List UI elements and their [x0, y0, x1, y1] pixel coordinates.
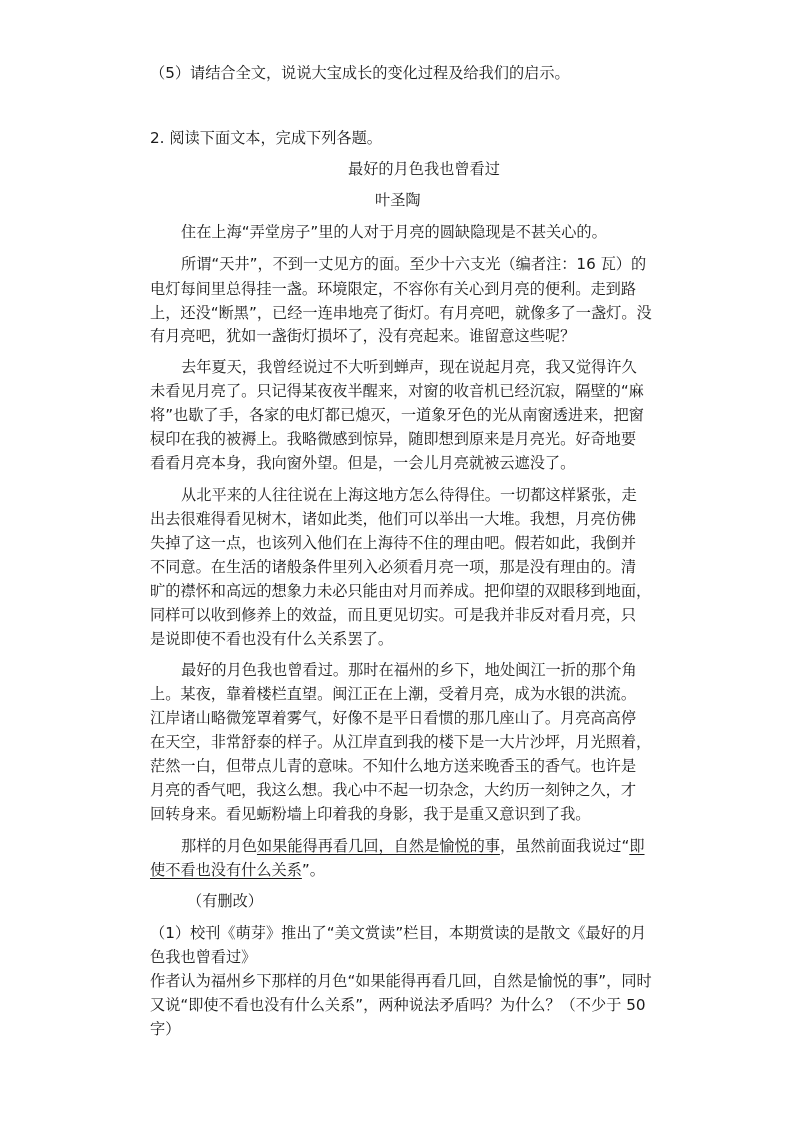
paragraph-2-line: 有月亮吧，犹如一盏街灯损坏了，没有亮起来。谁留意这些呢？ — [150, 327, 576, 345]
underlined-phrase-2-start: 即 — [629, 837, 645, 855]
question-1-line: 字） — [150, 1020, 181, 1038]
article-author: 叶圣陶 — [375, 191, 421, 209]
paragraph-3-line: 将”也歇了手，各家的电灯都已熄灭，一道象牙色的光从南窗透进来，把窗 — [150, 406, 644, 424]
paragraph-4-line: 不同意。在生活的诸般条件里列入必须看月亮一项，那是没有理由的。清 — [150, 558, 636, 576]
paragraph-3-line: 棂印在我的被褥上。我略微感到惊异，随即想到原来是月亮光。好奇地要 — [150, 430, 636, 448]
underlined-phrase-2: 使不看也没有什么关系 — [150, 861, 302, 879]
paragraph-4-line: 失掉了这一点，也该列入他们在上海待不住的理由吧。假若如此，我倒并 — [150, 534, 636, 552]
paragraph-2-line: 所谓“天井”，不到一丈见方的面。至少十六支光（编者注：16 瓦）的 — [181, 255, 647, 273]
paragraph-6-text: ，虽然前面我说过“ — [499, 837, 630, 855]
paragraph-2-line: 电灯每间里总得挂一盏。环境限定，不容你有关心到月亮的便利。走到路 — [150, 280, 636, 298]
paragraph-6-text: ”。 — [301, 861, 325, 879]
paragraph-5-line: 最好的月色我也曾看过。那时在福州的乡下，地处闽江一折的那个角 — [181, 661, 637, 679]
article-title: 最好的月色我也曾看过 — [348, 160, 500, 178]
question-1-line: 色我也曾看过》 — [150, 948, 257, 966]
question-1-line: （1）校刊《萌芽》推出了“美文赏读”栏目，本期赏读的是散文《最好的月 — [150, 924, 647, 942]
paragraph-5-line: 江岸诸山略微笼罩着雾气，好像不是平日看惯的那几座山了。月亮高高停 — [150, 709, 636, 727]
question-1-line: 又说“即使不看也没有什么关系”，两种说法矛盾吗？为什么？（不少于 50 — [150, 996, 646, 1014]
paragraph-4-line: 从北平来的人往往说在上海这地方怎么待得住。一切都这样紧张，走 — [181, 486, 637, 504]
paragraph-1-line: 住在上海“弄堂房子”里的人对于月亮的圆缺隐现是不甚关心的。 — [181, 223, 607, 241]
section-heading: 2. 阅读下面文本，完成下列各题。 — [150, 129, 382, 147]
paragraph-5-line: 上。某夜，靠着楼栏直望。闽江正在上潮，受着月亮，成为水银的洪流。 — [150, 685, 636, 703]
paragraph-5-line: 在天空，非常舒泰的样子。从江岸直到我的楼下是一大片沙坪，月光照着， — [150, 733, 652, 751]
underlined-phrase-1: 如果能得再看几回，自然是愉悦的事 — [256, 837, 500, 855]
question-1-line: 作者认为福州乡下那样的月色“如果能得再看几回，自然是愉悦的事”，同时 — [150, 972, 652, 990]
paragraph-3-line: 未看见月亮了。只记得某夜夜半醒来，对窗的收音机已经沉寂，隔壁的“麻 — [150, 382, 644, 400]
paragraph-5-line: 回转身来。看见蛎粉墙上印着我的身影，我于是重又意识到了我。 — [150, 805, 591, 823]
paragraph-3-line: 看看月亮本身，我向窗外望。但是，一会儿月亮就被云遮没了。 — [150, 454, 576, 472]
paragraph-5-line: 月亮的香气吧，我这么想。我心中不起一切杂念，大约历一刻钟之久，才 — [150, 781, 636, 799]
edit-note: （有删改） — [187, 892, 263, 910]
paragraph-4-line: 旷的襟怀和高远的想象力未必只能由对月而养成。把仰望的双眼移到地面， — [150, 582, 652, 600]
paragraph-5-line: 茫然一白，但带点儿青的意味。不知什么地方送来晚香玉的香气。也许是 — [150, 757, 636, 775]
paragraph-4-line: 是说即使不看也没有什么关系罢了。 — [150, 630, 393, 648]
paragraph-2-line: 上，还没“断黑”，已经一连串地亮了街灯。有月亮吧，就像多了一盏灯。没 — [150, 304, 652, 322]
paragraph-6-line — [150, 859, 325, 881]
paragraph-6-text: 那样的月色 — [181, 837, 257, 855]
paragraph-3-line: 去年夏天，我曾经说过不大听到蝉声，现在说起月亮，我又觉得许久 — [181, 358, 637, 376]
question-5: （5）请结合全文，说说大宝成长的变化过程及给我们的启示。 — [150, 64, 570, 82]
paragraph-4-line: 同样可以收到修养上的效益，而且更见切实。可是我并非反对看月亮，只 — [150, 606, 636, 624]
paragraph-6-line — [181, 835, 645, 857]
paragraph-4-line: 出去很难得看见树木，诸如此类，他们可以举出一大堆。我想，月亮仿佛 — [150, 510, 636, 528]
